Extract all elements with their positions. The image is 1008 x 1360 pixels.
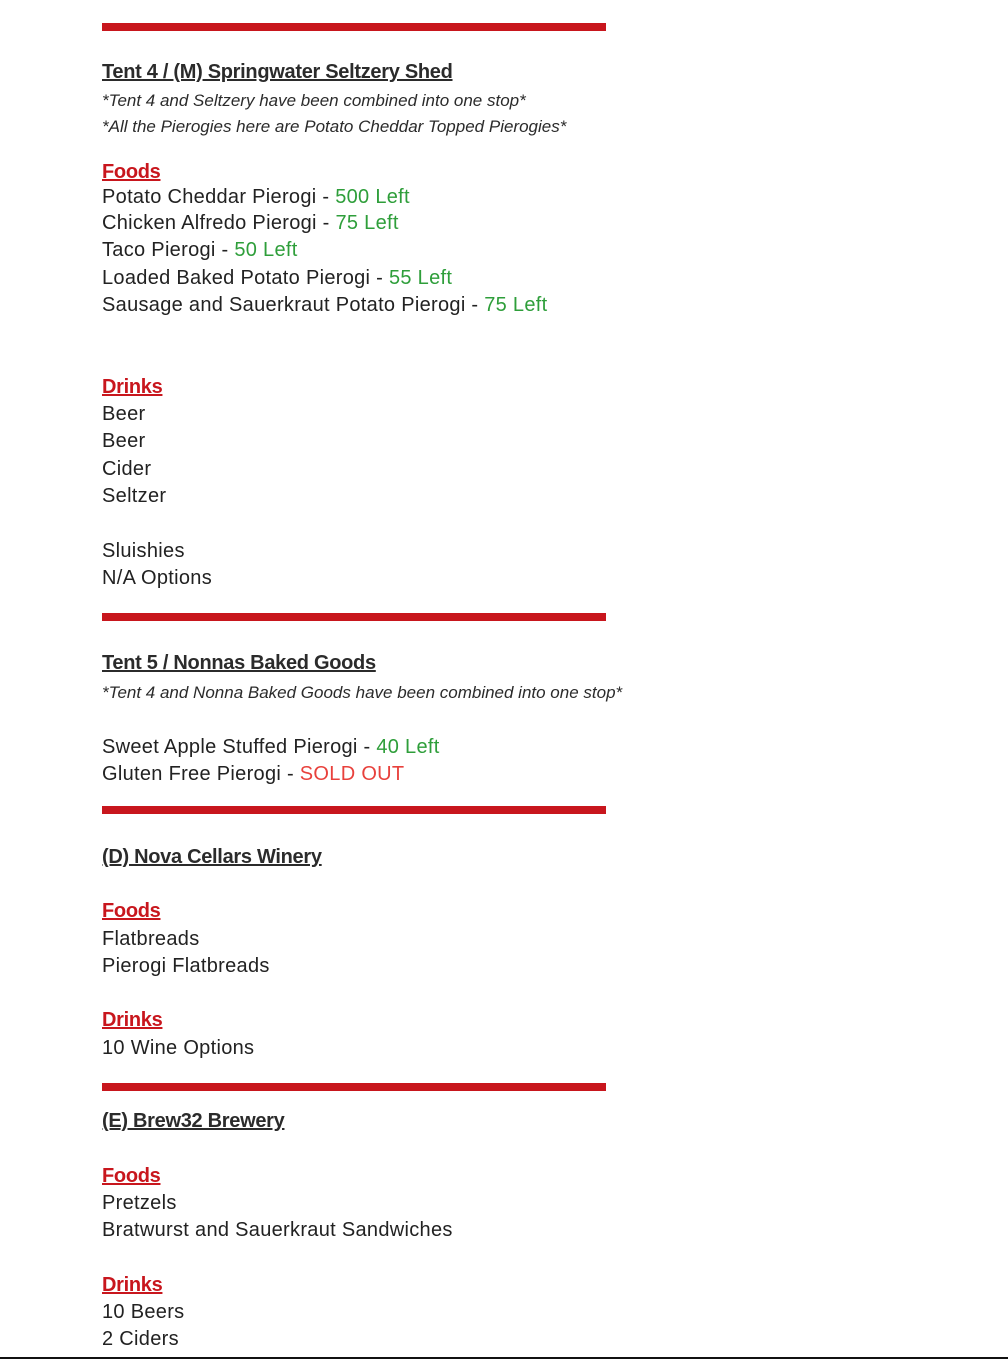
foods-heading: Foods (102, 161, 161, 183)
drinks-heading: Drinks (102, 1009, 163, 1031)
stop-title: (D) Nova Cellars Winery (102, 846, 322, 868)
stock-status: 40 Left (376, 736, 440, 758)
section-divider (102, 1083, 606, 1091)
food-name: Loaded Baked Potato Pierogi - (102, 267, 389, 289)
drink-item: N/A Options (102, 567, 213, 589)
sold-out-status: SOLD OUT (299, 763, 405, 785)
drinks-heading: Drinks (102, 1274, 163, 1296)
stock-status: 50 Left (234, 239, 298, 261)
stop-title: Tent 4 / (M) Springwater Seltzery Shed (102, 61, 453, 83)
section-divider (102, 806, 606, 814)
section-divider (102, 613, 606, 621)
food-name: Potato Cheddar Pierogi - (102, 186, 336, 208)
food-name: Sweet Apple Stuffed Pierogi - (102, 736, 377, 758)
drink-item: Beer (102, 430, 146, 452)
drink-item: 10 Wine Options (102, 1037, 255, 1059)
food-name: Gluten Free Pierogi - (102, 763, 300, 785)
stock-status: 75 Left (484, 294, 548, 316)
drink-item: Cider (102, 458, 152, 480)
food-item (102, 239, 298, 262)
food-item (102, 736, 440, 759)
stop-note: *Tent 4 and Nonna Baked Goods have been combined into one stop* (102, 683, 623, 702)
drink-item: Sluishies (102, 540, 185, 562)
stock-status: 75 Left (335, 212, 399, 234)
food-item (102, 212, 399, 235)
drink-item: Seltzer (102, 485, 167, 507)
stop-note: *Tent 4 and Seltzery have been combined into one stop* (102, 91, 526, 110)
stock-status: 500 Left (335, 186, 410, 208)
food-item (102, 294, 548, 317)
page-bottom-border (0, 1357, 1008, 1359)
food-item: Bratwurst and Sauerkraut Sandwiches (102, 1219, 453, 1241)
drinks-heading: Drinks (102, 376, 163, 398)
food-item (102, 267, 452, 290)
foods-heading: Foods (102, 1165, 161, 1187)
stop-note: *All the Pierogies here are Potato Cheddar Topped Pierogies* (102, 117, 567, 136)
stock-status: 55 Left (388, 267, 453, 289)
stop-title: Tent 5 / Nonnas Baked Goods (102, 652, 376, 674)
section-divider (102, 23, 606, 31)
food-item: Flatbreads (102, 928, 200, 950)
food-item: Pierogi Flatbreads (102, 955, 270, 977)
drink-item: Beer (102, 403, 146, 425)
drink-item: 2 Ciders (102, 1328, 179, 1350)
foods-heading: Foods (102, 900, 161, 922)
food-name: Chicken Alfredo Pierogi - (102, 212, 336, 234)
food-item: Pretzels (102, 1192, 177, 1214)
food-item (102, 186, 410, 209)
food-name: Taco Pierogi - (102, 239, 235, 261)
stop-title: (E) Brew32 Brewery (102, 1110, 285, 1132)
food-name: Sausage and Sauerkraut Potato Pierogi - (102, 294, 485, 316)
drink-item: 10 Beers (102, 1301, 185, 1323)
food-item (102, 763, 404, 786)
